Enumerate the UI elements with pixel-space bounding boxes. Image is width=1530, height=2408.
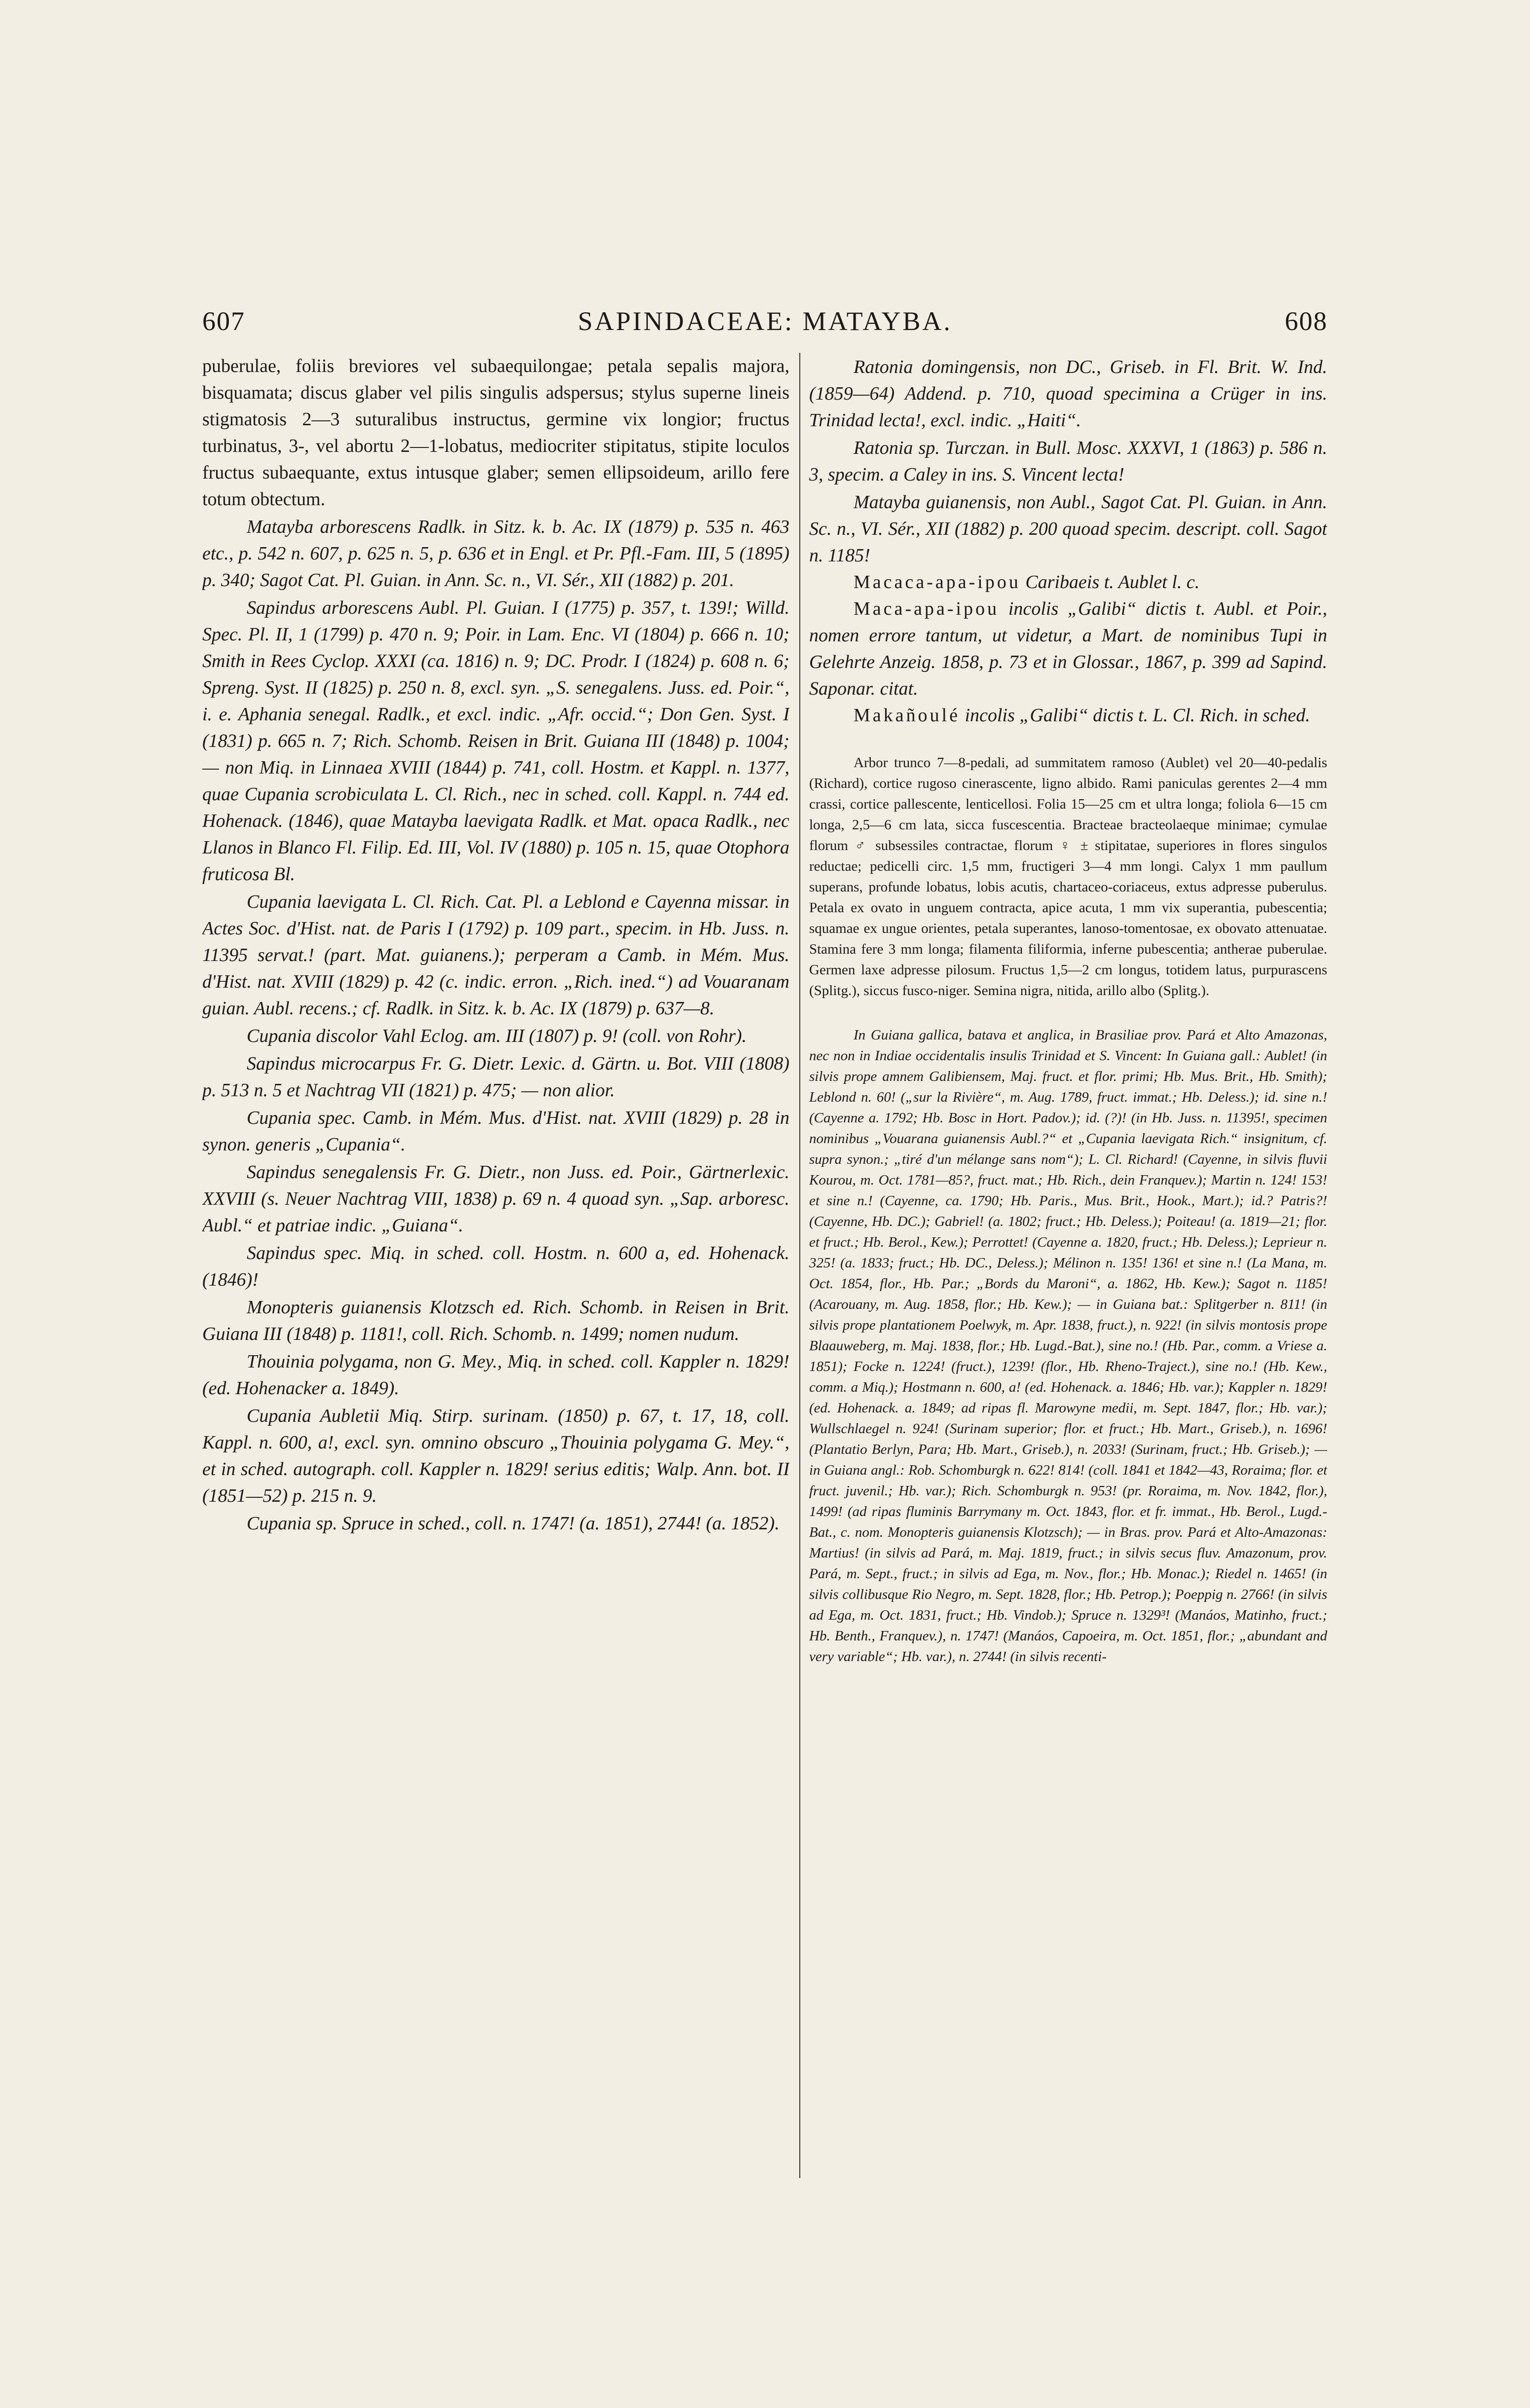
- vernacular-name-entry: [809, 569, 1327, 595]
- synonym-entry: Ratonia domingensis, non DC., Griseb. in Fl. Brit. W. Ind. (1859—64) Addend. p. 710, quoad specimina a Crüger in ins. Trinidad lecta!, excl. indic. „Haiti“.: [809, 357, 1327, 431]
- page-number-left: 607: [202, 306, 245, 336]
- vernacular-name: Macaca-apa-ipou: [854, 572, 1021, 593]
- synonym-entry: Sapindus microcarpus Fr. G. Dietr. Lexic. d. Gärtn. u. Bot. VIII (1808) p. 513 n. 5 et Nachtrag VII (1821) p. 475; — non alior.: [202, 1053, 789, 1101]
- synonym-entry: Matayba arborescens Radlk. in Sitz. k. b. Ac. IX (1879) p. 535 n. 463 etc., p. 542 n. 607, p. 625 n. 5, p. 636 et in Engl. et Pr. Pfl.-Fam. III, 5 (1895) p. 340; Sagot Cat. Pl. Guian. in Ann. Sc. n., VI. Sér., XII (1882) p. 201.: [202, 517, 789, 591]
- synonym-entry: Cupania spec. Camb. in Mém. Mus. d'Hist. nat. XVIII (1829) p. 28 in synon. generis „Cupania“.: [202, 1108, 789, 1155]
- synonym-entry: Sapindus arborescens Aubl. Pl. Guian. I (1775) p. 357, t. 139!; Willd. Spec. Pl. II, 1 (1799) p. 470 n. 9; Poir. in Lam. Enc. VI (1804) p. 666 n. 10; Smith in Rees Cyclop. XXXI (ca. 1816) n. 9; DC. Prodr. I (1824) p. 608 n. 6; Spreng. Syst. II (1825) p. 250 n. 8, excl. syn. „S. senegalens. Juss. ed. Poir.“, i. e. Aphania senegal. Radlk., et excl. indic. „Afr. occid.“; Don Gen. Syst. I (1831) p. 665 n. 7; Rich. Schomb. Reisen in Brit. Guiana III (1848) p. 1004; — non Miq. in Linnaea XVIII (1844) p. 741, coll. Hostm. et Kappl. n. 1377, quae Cupania scrobiculata L. Cl. Rich., nec in sched. coll. Kappl. n. 744 ed. Hohenack. (1846), quae Matayba laevigata Radlk. et Mat. opaca Radlk., nec Llanos in Blanco Fl. Filip. Ed. III, Vol. IV (1880) p. 105 n. 15, quae Otophora fruticosa Bl.: [202, 597, 789, 885]
- vernacular-source: incolis „Galibi“ dictis t. Aubl. et Poir., nomen errore tantum, ut videtur, a Mart. de nominibus Tupi in Gelehrte Anzeig. 1858, p. 73 et in Glossar., 1867, p. 399 ad Sapind. Saponar. citat.: [809, 598, 1327, 699]
- left-column: [202, 353, 789, 2178]
- synonym-entry: Cupania discolor Vahl Eclog. am. III (1807) p. 9! (coll. von Rohr).: [247, 1026, 747, 1046]
- synonym-entry: Cupania sp. Spruce in sched., coll. n. 1747! (a. 1851), 2744! (a. 1852).: [247, 1513, 780, 1534]
- vernacular-name: Makañoulé: [854, 705, 960, 726]
- species-description: puberulae, foliis breviores vel subaequilongae; petala sepalis majora, bisquamata; discus glaber vel pilis singulis adspersus; stylus superne lineis stigmatosis 2—3 suturalibus instructus, germine vix longior; fructus turbinatus, 3-, vel abortu 2—1-lobatus, mediocriter stipitatus, stipite loculos fructus subaequante, extus intusque glaber; semen ellipsoideum, arillo fere totum obtectum.: [202, 356, 789, 510]
- synonym-entry: Cupania laevigata L. Cl. Rich. Cat. Pl. a Leblond e Cayenna missar. in Actes Soc. d'Hist. nat. de Paris I (1792) p. 109 part., specim. in Hb. Juss. n. 11395 servat.! (part. Mat. guianens.); perperam a Camb. in Mém. Mus. d'Hist. nat. XVIII (1829) p. 42 (c. indic. erron. „Rich. ined.“) ad Vouaranam guian. Aubl. recens.; cf. Radlk. in Sitz. k. b. Ac. IX (1879) p. 637—8.: [202, 891, 789, 1019]
- synonym-entry: Monopteris guianensis Klotzsch ed. Rich. Schomb. in Reisen in Brit. Guiana III (1848) p. 1181!, coll. Rich. Schomb. n. 1499; nomen nudum.: [202, 1297, 789, 1344]
- page-header: [202, 306, 1328, 345]
- synonym-entry: Sapindus spec. Miq. in sched. coll. Hostm. n. 600 a, ed. Hohenack. (1846)!: [202, 1243, 789, 1290]
- column-divider: [799, 353, 800, 2178]
- vernacular-name-entry: [809, 595, 1327, 702]
- synonym-entry: Sapindus senegalensis Fr. G. Dietr., non Juss. ed. Poir., Gärtnerlexic. XXVIII (s. Neuer Nachtrag VIII, 1838) p. 69 n. 4 quoad syn. „Sap. arboresc. Aubl.“ et patriae indic. „Guiana“.: [202, 1162, 789, 1236]
- synonym-entry: Ratonia sp. Turczan. in Bull. Mosc. XXXVI, 1 (1863) p. 586 n. 3, specim. a Caley in ins. S. Vincent lecta!: [809, 438, 1327, 485]
- vernacular-source: incolis „Galibi“ dictis t. L. Cl. Rich. in sched.: [960, 705, 1310, 726]
- vernacular-name: Maca-apa-ipou: [854, 598, 999, 619]
- right-column: [809, 353, 1327, 2227]
- synonym-entry: Matayba guianensis, non Aubl., Sagot Cat. Pl. Guian. in Ann. Sc. n., VI. Sér., XII (1882) p. 200 quoad specim. descript. coll. Sagot n. 1185!: [809, 492, 1327, 566]
- running-title: SAPINDACEAE: MATAYBA.: [578, 306, 952, 336]
- vernacular-source: Caribaeis t. Aublet l. c.: [1020, 572, 1200, 593]
- vernacular-name-entry: [809, 702, 1327, 729]
- synonym-entry: Cupania Aubletii Miq. Stirp. surinam. (1850) p. 67, t. 17, 18, coll. Kappl. n. 600, a!, excl. syn. omnino obscuro „Thouinia polygama G. Mey.“, et in sched. autograph. coll. Kappler n. 1829! serius editis; Walp. Ann. bot. II (1851—52) p. 215 n. 9.: [202, 1406, 789, 1506]
- distribution-paragraph: In Guiana gallica, batava et anglica, in Brasiliae prov. Pará et Alto Amazonas, nec non in Indiae occidentalis insulis Trinidad et S. Vincent: In Guiana gall.: Aublet! (in silvis prope amnem Galibiensem, Maj. fruct. et flor. primi; Hb. Mus. Brit., Hb. Smith); Leblond n. 60! („sur la Rivière“, m. Aug. 1789, fruct. immat.; Hb. Deless.); id. sine n.! (Cayenne a. 1792; Hb. Bosc in Hort. Padov.); id. (?)! (in Hb. Juss. n. 11395!, specimen nominibus „Vouarana guianensis Aubl.?“ et „Cupania laevigata Rich.“ insignitum, cf. supra synon.; „tiré d'un mélange sans nom“); L. Cl. Richard! (Cayenne, in silvis fluvii Kourou, m. Oct. 1781—85?, fruct. mat.; Hb. Rich., dein Franquev.); Martin n. 124! 153! et sine n.! (Cayenne, ca. 1790; Hb. Paris., Mus. Brit., Hook., Mart.); id.? Patris?! (Cayenne, Hb. DC.); Gabriel! (a. 1802; fruct.; Hb. Deless.); Poiteau! (a. 1819—21; flor. et fruct.; Hb. Berol., Kew.); Perrottet! (Cayenne a. 1820, fruct.; Hb. Deless.); Leprieur n. 325! (a. 1833; fruct.; Hb. DC., Deless.); Mélinon n. 135! 136! et sine n.! (La Mana, m. Oct. 1854, flor., Hb. Par.; „Bords du Maroni“, a. 1862, Hb. Kew.); Sagot n. 1185! (Acarouany, m. Aug. 1858, flor.; Hb. Kew.); — in Guiana bat.: Splitgerber n. 811! (in silvis prope plantationem Poelwyk, m. Apr. 1838, fruct.), n. 922! (in silvis montosis prope Blaauweberg, m. Maj. 1838, flor.; Hb. Lugd.-Bat.), sine no.! (Hb. Par., comm. a Vriese a. 1851); Focke n. 1224! (fruct.), 1239! (flor., Hb. Rheno-Traject.), sine no.! (Hb. Kew., comm. a Miq.); Hostmann n. 600, a! (ed. Hohenack. a. 1846; Hb. var.); Kappler n. 1829! (ed. Hohenack. a. 1849; ad ripas fl. Marowyne medii, m. Sept. 1847, flor.; Hb. var.); Wullschlaegel n. 924! (Surinam superior; flor. et fruct.; Hb. Mart., Griseb.), n. 1696! (Plantatio Berlyn, Para; Hb. Mart., Griseb.), n. 2033! (Surinam, fruct.; Hb. Griseb.); — in Guiana angl.: Rob. Schomburgk n. 622! 814! (coll. 1841 et 1842—43, Roraima; flor. et fruct. juvenil.; Hb. var.); Rich. Schomburgk n. 953! (pr. Roraima, m. Nov. 1842, flor.), 1499! (ad ripas fluminis Barrymany m. Oct. 1843, flor. et fr. immat., Hb. Berol., Lugd.-Bat., c. nom. Monopteris guianensis Klotzsch); — in Bras. prov. Pará et Alto-Amazonas: Martius! (in silvis ad Pará, m. Maj. 1819, fruct.; in silvis secus fluv. Amazonum, prov. Pará, m. Sept., fruct.; in silvis ad Ega, m. Nov., flor.; Hb. Monac.); Riedel n. 1465! (in silvis collibusque Rio Negro, m. Sept. 1828, flor.; Hb. Petrop.); Poeppig n. 2766! (in silvis ad Ega, m. Oct. 1831, fruct.; Hb. Vindob.); Spruce n. 1329³! (Manáos, Matinho, fruct.; Hb. Benth., Franquev.), n. 1747! (Manáos, Capoeira, m. Oct. 1851, flor.; „abundant and very variable“; Hb. var.), n. 2744! (in silvis recenti-: [809, 1027, 1327, 1665]
- page-number-right: 608: [1285, 306, 1328, 336]
- morphology-description: Arbor trunco 7—8-pedali, ad summitatem ramoso (Aublet) vel 20—40-pedalis (Richard), cortice rugoso cinerascente, ligno albido. Rami paniculas gerentes 2—4 mm crassi, cortice pallescente, lenticellosi. Folia 15—25 cm et ultra longa; foliola 6—15 cm longa, 2,5—6 cm lata, sicca fuscescentia. Bracteae bracteolaeque minimae; cymulae florum ♂ subsessiles contractae, florum ♀ ± stipitatae, superiores in flores singulos reductae; pedicelli circ. 1,5 mm, fructigeri 3—4 mm longi. Calyx 1 mm paullum superans, profunde lobatus, lobis acutis, chartaceo-coriaceus, extus adpresse puberulus. Petala ex ovato in unguem contracta, apice acuta, 1 mm vix superantia, pubescentia; squamae ex ungue orientes, petala superantes, lanoso-tomentosae, ex obovato attenuatae. Stamina fere 3 mm longa; filamenta filiformia, inferne pubescentia; antherae puberulae. Germen laxe adpresse pilosum. Fructus 1,5—2 cm longus, totidem latus, purpurascens (Splitg.), siccus fusco-niger. Semina nigra, nitida, arillo albo (Splitg.).: [809, 755, 1327, 999]
- synonym-entry: Thouinia polygama, non G. Mey., Miq. in sched. coll. Kappler n. 1829! (ed. Hohenacker a. 1849).: [202, 1351, 789, 1399]
